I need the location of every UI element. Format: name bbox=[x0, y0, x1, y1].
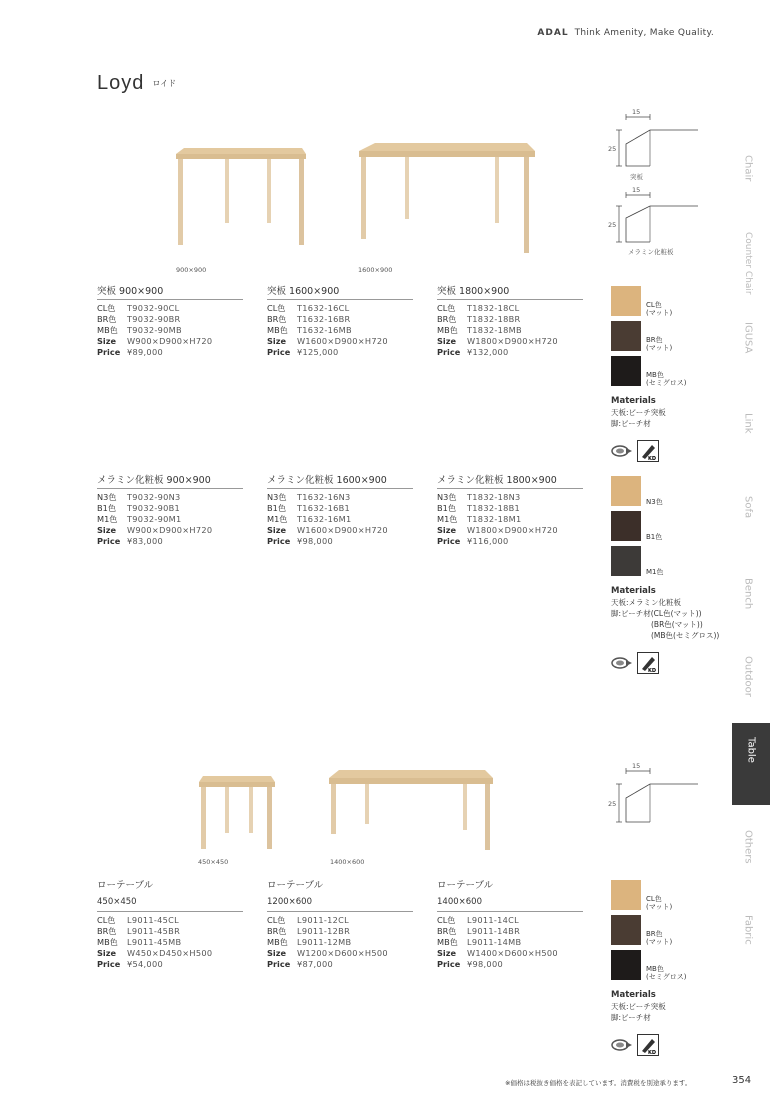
spec-row: CL色 L9011-12CL bbox=[267, 915, 350, 925]
page-number: 354 bbox=[732, 1075, 752, 1086]
brand-header bbox=[537, 28, 714, 38]
spec-row: CL色 L9011-14CL bbox=[437, 915, 520, 925]
spec-row: N3色 T9032-90N3 bbox=[97, 492, 181, 502]
spec-heading: 突板 1800×900 bbox=[437, 286, 583, 300]
spec-subheading: 1400×600 bbox=[437, 895, 583, 912]
side-tab-igusa[interactable]: IGUSA bbox=[742, 322, 754, 354]
product-name: Loyd bbox=[97, 72, 145, 94]
swatch-m1 bbox=[611, 546, 641, 576]
side-tab-table[interactable]: Table bbox=[732, 723, 770, 805]
swatch-b1 bbox=[611, 511, 641, 541]
edge-profile-low-drawing bbox=[608, 764, 703, 826]
material-line: 天板:ビーチ突板 bbox=[611, 1002, 666, 1011]
swatch-label: B1色 bbox=[646, 533, 663, 541]
spec-row: MB色 T9032-90MB bbox=[97, 325, 182, 335]
spec-size: Size W1600×D900×H720 bbox=[267, 336, 388, 346]
swatch-mb bbox=[611, 356, 641, 386]
rotating-adjuster-icon bbox=[611, 656, 633, 670]
spec-price: Price ¥125,000 bbox=[267, 347, 339, 357]
spec-low-1400 bbox=[437, 880, 583, 970]
swatch-label: BR色 (マット) bbox=[646, 336, 673, 352]
feature-icons bbox=[611, 1034, 659, 1056]
spec-size: Size W450×D450×H500 bbox=[97, 948, 213, 958]
swatch-br bbox=[611, 915, 641, 945]
swatch-n3 bbox=[611, 476, 641, 506]
materials-heading: Materials bbox=[611, 396, 656, 406]
profile-width: 15 bbox=[632, 762, 641, 770]
spec-size: Size W1800×D900×H720 bbox=[437, 525, 558, 535]
side-tab-others[interactable]: Others bbox=[742, 830, 754, 864]
spec-veneer-900 bbox=[97, 286, 243, 358]
spec-row: CL色 T1632-16CL bbox=[267, 303, 350, 313]
profile-height: 25 bbox=[608, 221, 617, 229]
spec-row: CL色 T1832-18CL bbox=[437, 303, 520, 313]
edge-profile-melamine bbox=[608, 188, 703, 258]
swatch-label: MB色 (セミグロス) bbox=[646, 371, 687, 387]
material-line: 天板:メラミン化粧板 bbox=[611, 598, 682, 607]
rotating-adjuster-icon bbox=[611, 444, 633, 458]
side-tab-chair[interactable]: Chair bbox=[742, 155, 754, 182]
spec-melamine-1600 bbox=[267, 475, 413, 547]
spec-row: M1色 T9032-90M1 bbox=[97, 514, 182, 524]
spec-heading: メラミン化粧板 900×900 bbox=[97, 475, 243, 489]
spec-melamine-900 bbox=[97, 475, 243, 547]
spec-size: Size W900×D900×H720 bbox=[97, 525, 213, 535]
brand-tagline: Think Amenity, Make Quality. bbox=[574, 28, 714, 38]
spec-veneer-1600 bbox=[267, 286, 413, 358]
spec-row: BR色 L9011-12BR bbox=[267, 926, 351, 936]
spec-heading: ローテーブル bbox=[97, 880, 154, 891]
spec-size: Size W1600×D900×H720 bbox=[267, 525, 388, 535]
brand-name: ADAL bbox=[537, 28, 569, 38]
table-900-image bbox=[172, 140, 312, 250]
profile-height: 25 bbox=[608, 800, 617, 808]
materials-melamine bbox=[611, 586, 719, 641]
spec-heading: ローテーブル bbox=[267, 880, 324, 891]
spec-heading: 突板 900×900 bbox=[97, 286, 243, 300]
spec-price: Price ¥89,000 bbox=[97, 347, 163, 357]
edge-profile-veneer bbox=[608, 110, 703, 185]
spec-size: Size W900×D900×H720 bbox=[97, 336, 213, 346]
swatch-cl bbox=[611, 880, 641, 910]
spec-row: M1色 T1832-18M1 bbox=[437, 514, 522, 524]
spec-veneer-1800 bbox=[437, 286, 583, 358]
material-line: (MB色(セミグロス)) bbox=[651, 631, 720, 640]
spec-row: CL色 L9011-45CL bbox=[97, 915, 180, 925]
product-name-kana: ロイド bbox=[152, 79, 177, 89]
spec-row: MB色 L9011-45MB bbox=[97, 937, 182, 947]
price-footnote: ※価格は税抜き価格を表記しています。消費税を別途承ります。 bbox=[505, 1079, 692, 1087]
spec-heading: メラミン化粧板 1800×900 bbox=[437, 475, 583, 489]
material-line: 脚:ビーチ材 bbox=[611, 419, 651, 428]
spec-price: Price ¥98,000 bbox=[437, 959, 503, 969]
spec-row: N3色 T1632-16N3 bbox=[267, 492, 351, 502]
svg-text:KD: KD bbox=[648, 1050, 657, 1056]
swatch-label: MB色 (セミグロス) bbox=[646, 965, 687, 981]
profile-width: 15 bbox=[632, 108, 641, 116]
spec-low-1200 bbox=[267, 880, 413, 970]
profile-height: 25 bbox=[608, 145, 617, 153]
spec-row: B1色 T1632-16B1 bbox=[267, 503, 351, 513]
spec-subheading: 1200×600 bbox=[267, 895, 413, 912]
side-tab-fabric[interactable]: Fabric bbox=[742, 915, 754, 945]
svg-text:KD: KD bbox=[648, 668, 657, 674]
swatch-label: CL色 (マット) bbox=[646, 301, 673, 317]
knock-down-icon bbox=[637, 652, 659, 674]
spec-size: Size W1800×D900×H720 bbox=[437, 336, 558, 346]
swatch-cl bbox=[611, 286, 641, 316]
materials-heading: Materials bbox=[611, 990, 656, 1000]
spec-row: MB色 L9011-12MB bbox=[267, 937, 352, 947]
spec-row: MB色 T1832-18MB bbox=[437, 325, 522, 335]
spec-price: Price ¥132,000 bbox=[437, 347, 509, 357]
spec-row: BR色 L9011-14BR bbox=[437, 926, 521, 936]
spec-row: B1色 T1832-18B1 bbox=[437, 503, 521, 513]
spec-low-450 bbox=[97, 880, 243, 970]
table-1600-image bbox=[355, 138, 540, 258]
spec-price: Price ¥116,000 bbox=[437, 536, 509, 546]
spec-row: M1色 T1632-16M1 bbox=[267, 514, 352, 524]
feature-icons bbox=[611, 440, 659, 462]
spec-price: Price ¥87,000 bbox=[267, 959, 333, 969]
swatch-br bbox=[611, 321, 641, 351]
caption-900: 900×900 bbox=[176, 266, 207, 274]
spec-row: BR色 T9032-90BR bbox=[97, 314, 181, 324]
spec-price: Price ¥98,000 bbox=[267, 536, 333, 546]
swatch-label: BR色 (マット) bbox=[646, 930, 673, 946]
spec-row: MB色 L9011-14MB bbox=[437, 937, 522, 947]
swatch-label: M1色 bbox=[646, 568, 664, 576]
spec-row: BR色 T1832-18BR bbox=[437, 314, 521, 324]
spec-size: Size W1400×D600×H500 bbox=[437, 948, 558, 958]
spec-row: CL色 T9032-90CL bbox=[97, 303, 180, 313]
material-line: 天板:ビーチ突板 bbox=[611, 408, 666, 417]
profile-label: メラミン化粧板 bbox=[628, 248, 674, 256]
page-title bbox=[97, 72, 176, 95]
materials-low bbox=[611, 990, 666, 1023]
knock-down-icon bbox=[637, 440, 659, 462]
spec-price: Price ¥83,000 bbox=[97, 536, 163, 546]
spec-row: MB色 T1632-16MB bbox=[267, 325, 352, 335]
knock-down-icon bbox=[637, 1034, 659, 1056]
materials-heading: Materials bbox=[611, 586, 656, 596]
spec-row: BR色 T1632-16BR bbox=[267, 314, 351, 324]
rotating-adjuster-icon bbox=[611, 1038, 633, 1052]
material-line: (BR色(マット)) bbox=[651, 620, 703, 629]
spec-heading: メラミン化粧板 1600×900 bbox=[267, 475, 413, 489]
spec-price: Price ¥54,000 bbox=[97, 959, 163, 969]
spec-row: N3色 T1832-18N3 bbox=[437, 492, 521, 502]
swatch-label: CL色 (マット) bbox=[646, 895, 673, 911]
profile-width: 15 bbox=[632, 186, 641, 194]
material-line: 脚:ビーチ材 bbox=[611, 1013, 651, 1022]
caption-450: 450×450 bbox=[198, 858, 229, 866]
svg-text:KD: KD bbox=[648, 456, 657, 462]
spec-melamine-1800 bbox=[437, 475, 583, 547]
spec-subheading: 450×450 bbox=[97, 895, 243, 912]
side-tab-link[interactable]: Link bbox=[742, 413, 754, 434]
spec-row: B1色 T9032-90B1 bbox=[97, 503, 181, 513]
side-tab-sofa[interactable]: Sofa bbox=[742, 496, 754, 519]
side-tab-bench[interactable]: Bench bbox=[742, 578, 754, 610]
swatch-label: N3色 bbox=[646, 498, 663, 506]
edge-profile-low bbox=[608, 764, 703, 826]
material-line: 脚:ビーチ材(CL色(マット)) bbox=[611, 609, 702, 618]
materials-veneer bbox=[611, 396, 666, 429]
caption-1600: 1600×900 bbox=[358, 266, 393, 274]
feature-icons bbox=[611, 652, 659, 674]
spec-heading: ローテーブル bbox=[437, 880, 494, 891]
spec-row: BR色 L9011-45BR bbox=[97, 926, 181, 936]
side-tab-counter-chair[interactable]: Counter Chair bbox=[743, 232, 753, 295]
side-tab-outdoor[interactable]: Outdoor bbox=[742, 656, 754, 697]
spec-heading: 突板 1600×900 bbox=[267, 286, 413, 300]
swatch-mb bbox=[611, 950, 641, 980]
edge-profile-veneer-drawing bbox=[608, 110, 703, 185]
low-table-450-image bbox=[195, 772, 280, 852]
low-table-1400-image bbox=[325, 766, 500, 856]
caption-1400: 1400×600 bbox=[330, 858, 365, 866]
spec-size: Size W1200×D600×H500 bbox=[267, 948, 388, 958]
profile-label: 突板 bbox=[630, 173, 643, 181]
